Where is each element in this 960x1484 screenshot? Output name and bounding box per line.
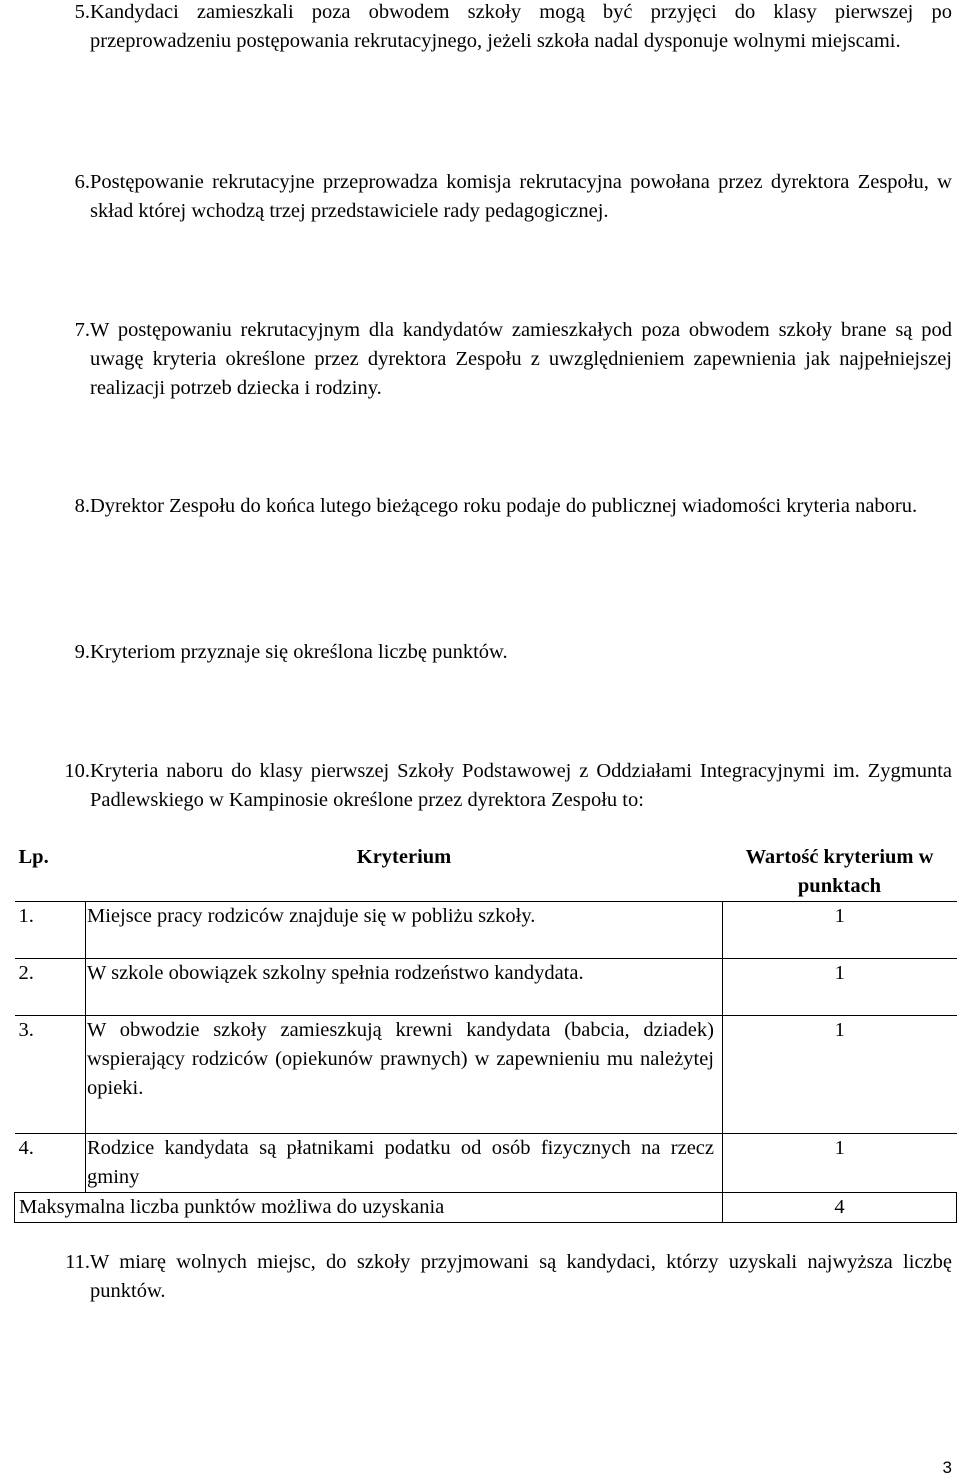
paragraph-text: Dyrektor Zespołu do końca lutego bieżącego roku podaje do publicznej wiadomości kryteria naboru. [90,495,918,517]
paragraph-text: Postępowanie rekrutacyjne przeprowadza komisja rekrutacyjna powołana przez dyrektora Zespołu, w skład której wchodzą trzej przedstawiciele rady pedagogicznej. [90,171,952,222]
paragraph-number: 11. [65,1251,90,1273]
table-summary-row [15,1193,957,1223]
table-row [15,1134,957,1193]
row-lp: 3. [15,1016,86,1134]
paragraph-number: 9. [74,641,90,663]
paragraph-9 [54,638,952,667]
paragraph-8 [54,492,952,521]
paragraph-number: 7. [74,319,90,341]
paragraph-text: Kryteriom przyznaje się określona liczbę punktów. [90,641,508,663]
row-kryterium: W obwodzie szkoły zamieszkują krewni kandydata (babcia, dziadek) wspierający rodziców (opiekunów prawnych) w zapewnieniu mu należytej opieki. [86,1016,723,1134]
criteria-table [14,842,957,1223]
header-lp: Lp. [18,846,49,868]
row-wartosc: 1 [723,1016,957,1134]
row-wartosc: 1 [723,959,957,1016]
paragraph-number: 8. [74,495,90,517]
page-number: 3 [942,1458,952,1477]
row-kryterium: Rodzice kandydata są płatnikami podatku od osób fizycznych na rzecz gminy [86,1134,723,1193]
row-wartosc: 1 [723,902,957,959]
header-wartosc: Wartość kryterium w punktach [745,846,934,897]
paragraph-number: 6. [74,171,90,193]
table-row [15,959,957,1016]
table-row [15,902,957,959]
paragraph-text: Kryteria naboru do klasy pierwszej Szkoły Podstawowej z Oddziałami Integracyjnymi im. Zygmunta Padlewskiego w Kampinosie określone przez dyrektora Zespołu to: [90,760,952,811]
row-lp: 2. [15,959,86,1016]
header-kryterium: Kryterium [356,846,452,868]
row-wartosc: 1 [723,1134,957,1193]
row-lp: 1. [15,902,86,959]
paragraph-5 [54,0,952,56]
paragraph-11 [54,1248,952,1306]
paragraph-text: Kandydaci zamieszkali poza obwodem szkoły mogą być przyjęci do klasy pierwszej po przeprowadzeniu postępowania rekrutacyjnego, jeżeli szkoła nadal dysponuje wolnymi miejscami. [90,1,952,52]
paragraph-10 [54,757,952,815]
table-row [15,1016,957,1134]
paragraph-number: 10. [64,760,90,782]
paragraph-text: W postępowaniu rekrutacyjnym dla kandydatów zamieszkałych poza obwodem szkoły brane są pod uwagę kryteria określone przez dyrektora Zespołu z uwzględnieniem zapewnienia jak najpełniejszej realizacji potrzeb dziecka i rodziny. [90,319,952,399]
paragraph-6 [54,168,952,226]
row-kryterium: W szkole obowiązek szkolny spełnia rodzeństwo kandydata. [86,959,723,1016]
summary-label: Maksymalna liczba punktów możliwa do uzyskania [15,1193,723,1223]
table-header-row [15,842,957,902]
row-kryterium: Miejsce pracy rodziców znajduje się w pobliżu szkoły. [86,902,723,959]
paragraph-number: 5. [74,1,90,23]
row-lp: 4. [15,1134,86,1193]
paragraph-7 [54,316,952,403]
summary-value: 4 [723,1193,957,1223]
paragraph-text: W miarę wolnych miejsc, do szkoły przyjmowani są kandydaci, którzy uzyskali najwyższa liczbę punktów. [90,1251,952,1302]
